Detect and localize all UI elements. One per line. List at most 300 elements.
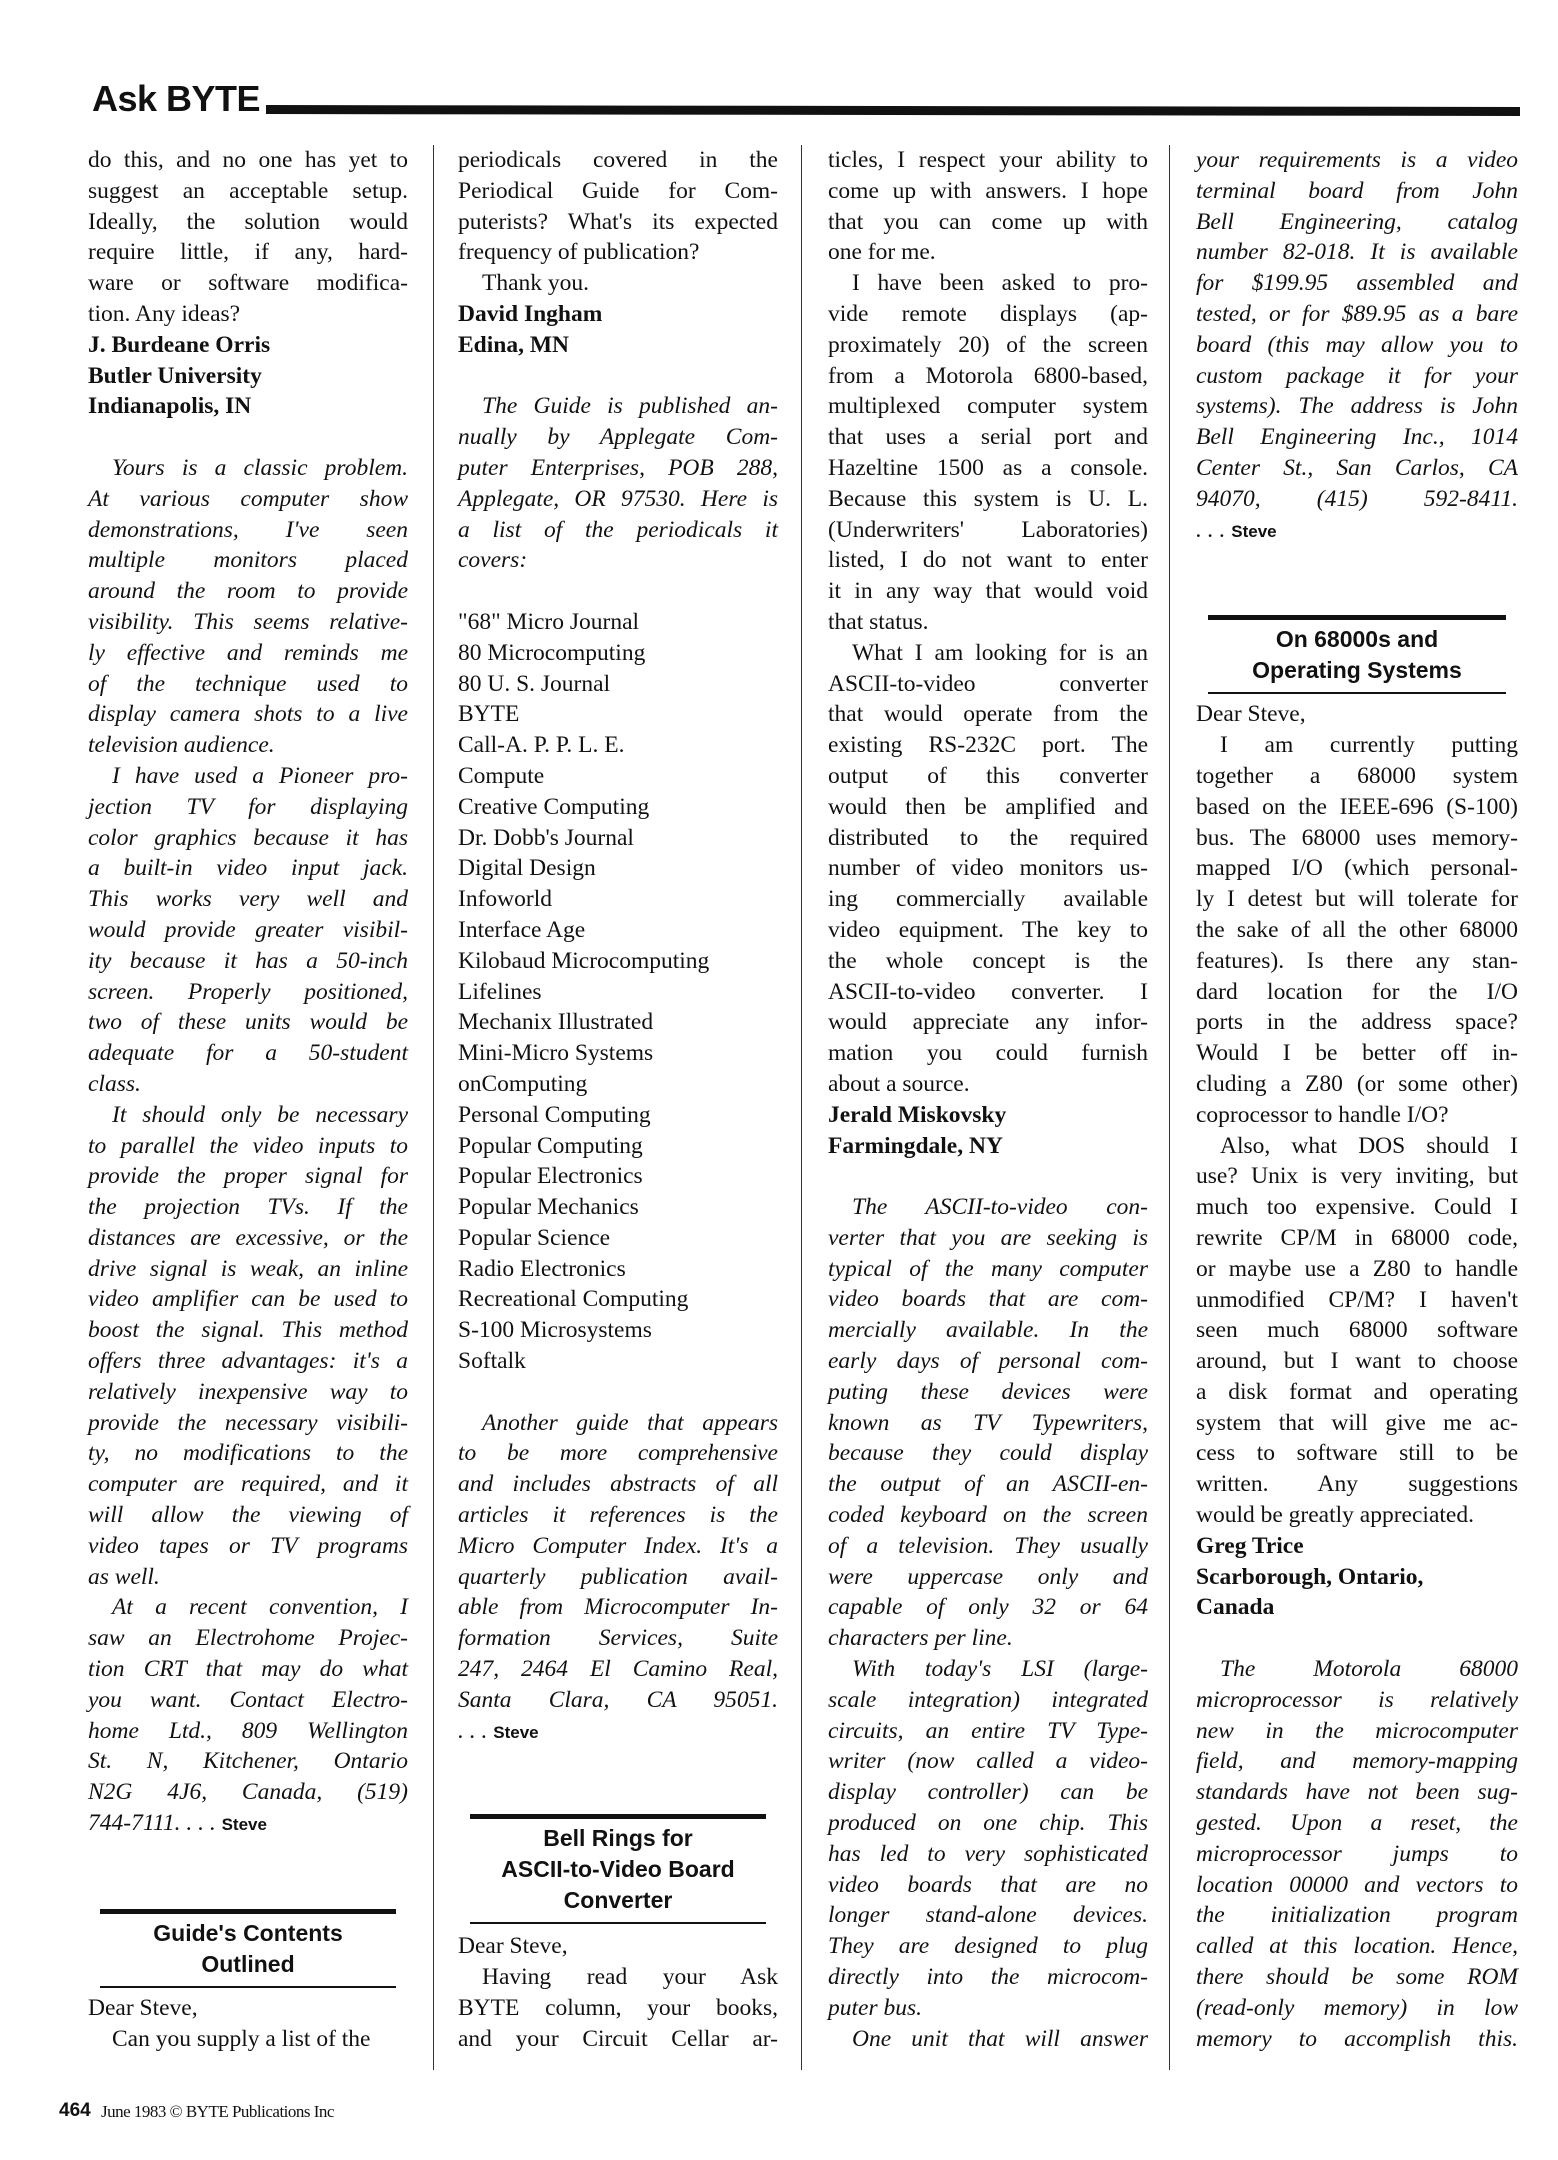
line-text: computer are required, and it [88, 1471, 408, 1498]
line-text: 80 Microcomputing [458, 639, 646, 666]
text-line [88, 1254, 408, 1285]
line-text: circuits, an entire TV Type- [828, 1717, 1148, 1744]
signature-block [88, 1993, 408, 2024]
text-line [88, 730, 408, 761]
text-line [828, 669, 1148, 700]
column-2 [458, 145, 778, 2054]
paragraph [88, 2024, 408, 2055]
section-heading [88, 1839, 408, 1993]
line-text: ity because it has a 50-inch [88, 947, 408, 974]
text-line [828, 1100, 1148, 1131]
line-text: video boards that are com- [828, 1286, 1148, 1313]
line-text: BYTE [458, 701, 520, 728]
text-line [828, 453, 1148, 484]
text-line [88, 1808, 408, 1839]
text-line [1196, 792, 1518, 823]
text-line [458, 207, 778, 238]
line-text: from a Motorola 6800-based, [828, 362, 1148, 389]
text-line [1196, 422, 1518, 453]
list-item [458, 699, 778, 730]
text-line [88, 330, 408, 361]
paragraph [458, 268, 778, 299]
line-text: Lifelines [458, 978, 542, 1005]
text-line [828, 1685, 1148, 1716]
text-line [88, 299, 408, 330]
list-item [458, 792, 778, 823]
line-text: They are designed to plug [828, 1933, 1148, 1960]
line-text: television audience. [88, 732, 275, 759]
line-text: drive signal is weak, an inline [88, 1255, 408, 1282]
heading-line: Converter [563, 1887, 673, 1914]
line-text: screen. Properly positioned, [88, 978, 408, 1005]
section-heading [458, 1746, 778, 1931]
line-text: will allow the viewing of [88, 1502, 408, 1529]
line-text: dard location for the I/O [1196, 978, 1518, 1005]
text-line [1196, 453, 1518, 484]
text-line [458, 453, 778, 484]
line-text: Greg Trice [1196, 1532, 1304, 1559]
text-line [458, 1408, 778, 1439]
line-text: Because this system is U. L. [828, 485, 1148, 512]
line-text: it in any way that would void [828, 578, 1148, 605]
line-text: would appreciate any infor- [828, 1009, 1148, 1036]
column-divider [1169, 145, 1170, 2070]
line-text: Another guide that appears [482, 1409, 778, 1436]
line-text: offers three advantages: it's a [88, 1348, 408, 1375]
text-line [828, 1962, 1148, 1993]
text-line [1196, 1469, 1518, 1500]
text-line [458, 1962, 778, 1993]
text-line [458, 1654, 778, 1685]
text-line [1196, 1623, 1518, 1654]
text-line [88, 237, 408, 268]
text-line [88, 1131, 408, 1162]
line-text: based on the IEEE-696 (S-100) [1196, 793, 1518, 820]
text-line [828, 1161, 1148, 1192]
list-item [458, 1131, 778, 1162]
column-divider [433, 145, 434, 2070]
text-line [88, 761, 408, 792]
line-text: . . . [1196, 516, 1232, 543]
text-line [88, 669, 408, 700]
text-line [828, 1654, 1148, 1685]
line-text: Radio Electronics [458, 1255, 626, 1282]
line-text: mapped I/O (which personal- [1196, 855, 1518, 882]
text-line [88, 607, 408, 638]
editor-signoff: Steve [221, 1815, 267, 1835]
signature-block [458, 299, 778, 361]
paragraph [1196, 145, 1518, 545]
text-line [458, 1623, 778, 1654]
column-1 [88, 145, 408, 2054]
list-item [458, 1161, 778, 1192]
heading-line: ASCII-to-Video Board [501, 1856, 735, 1883]
text-line [1196, 1100, 1518, 1131]
text-line [1196, 1777, 1518, 1808]
line-text: Also, what DOS should I [1220, 1132, 1518, 1159]
line-text: Can you supply a list of the [112, 2025, 371, 2052]
text-line [1196, 1562, 1518, 1593]
line-text: would be greatly appreciated. [1196, 1502, 1474, 1529]
line-text: Farmingdale, NY [828, 1132, 1003, 1159]
line-text: to be more comprehensive [458, 1440, 778, 1467]
line-text: I have used a Pioneer pro- [112, 762, 408, 789]
line-text: (read-only memory) in low [1196, 1994, 1518, 2021]
paragraph [1196, 730, 1518, 1130]
text-line [88, 915, 408, 946]
spacer [828, 1161, 1148, 1192]
line-text: a disk format and operating [1196, 1378, 1518, 1405]
text-line [88, 1315, 408, 1346]
line-text: relatively inexpensive way to [88, 1378, 408, 1405]
signature-block [1196, 699, 1518, 730]
text-line [88, 453, 408, 484]
line-text: The ASCII-to-video con- [852, 1194, 1148, 1221]
text-line [1196, 730, 1518, 761]
line-text: tested, or for $89.95 as a bare [1196, 300, 1518, 327]
line-text: ly effective and reminds me [88, 639, 408, 666]
line-text: ASCII-to-video converter. I [828, 978, 1148, 1005]
text-line [88, 422, 408, 453]
line-text: systems). The address is John [1196, 393, 1518, 420]
text-line [1196, 1746, 1518, 1777]
heading-box [470, 1814, 766, 1924]
line-text: there should be some ROM [1196, 1964, 1518, 1991]
text-line [1196, 1254, 1518, 1285]
text-line [1196, 1161, 1518, 1192]
text-line [1196, 330, 1518, 361]
line-text: Micro Computer Index. It's a [458, 1532, 778, 1559]
line-text: Dear Steve, [88, 1994, 198, 2021]
line-text: puter Enterprises, POB 288, [458, 454, 778, 481]
line-text: would then be amplified and [828, 793, 1148, 820]
line-text: field, and memory-mapping [1196, 1748, 1518, 1775]
line-text: Jerald Miskovsky [828, 1101, 1007, 1128]
line-text: produced on one chip. This [828, 1810, 1148, 1837]
line-text: It should only be necessary [112, 1101, 408, 1128]
text-line [1196, 1870, 1518, 1901]
text-line [828, 1931, 1148, 1962]
text-line [828, 237, 1148, 268]
text-line [88, 207, 408, 238]
text-line [828, 1777, 1148, 1808]
heading-line: Operating Systems [1252, 657, 1462, 684]
line-text: video boards that are no [828, 1871, 1148, 1898]
line-text: provide the proper signal for [88, 1163, 408, 1190]
line-text: Personal Computing [458, 1101, 651, 1128]
text-line [458, 1438, 778, 1469]
line-text: Scarborough, Ontario, [1196, 1563, 1424, 1590]
text-line [828, 1315, 1148, 1346]
text-line [828, 1254, 1148, 1285]
spacer [458, 1377, 778, 1408]
text-line [458, 1562, 778, 1593]
text-line [1196, 1654, 1518, 1685]
text-line [828, 823, 1148, 854]
line-text: Bell Engineering, catalog [1196, 208, 1518, 235]
line-text: Canada [1196, 1594, 1275, 1621]
text-line [1196, 1438, 1518, 1469]
text-line [1196, 1716, 1518, 1747]
paragraph [88, 145, 408, 330]
text-line [828, 946, 1148, 977]
line-text: puterists? What's its expected [458, 208, 778, 235]
text-line [828, 1069, 1148, 1100]
line-text: jection TV for displaying [88, 793, 408, 820]
text-line [828, 1346, 1148, 1377]
list-item [458, 638, 778, 669]
line-text: N2G 4J6, Canada, (519) [88, 1779, 408, 1806]
text-line [88, 2024, 408, 2055]
text-line [458, 515, 778, 546]
list-item [458, 823, 778, 854]
text-line [88, 268, 408, 299]
line-text: covers: [458, 547, 528, 574]
text-line [828, 299, 1148, 330]
line-text: coded keyboard on the screen [828, 1502, 1148, 1529]
column-3 [828, 145, 1148, 2054]
list-item [458, 1100, 778, 1131]
text-line [1196, 1346, 1518, 1377]
text-line [828, 361, 1148, 392]
list-item [458, 1038, 778, 1069]
line-text: Popular Science [458, 1224, 611, 1251]
text-line [458, 330, 778, 361]
text-line [828, 268, 1148, 299]
text-line [458, 391, 778, 422]
line-text: the projection TVs. If the [88, 1194, 408, 1221]
text-line [458, 1931, 778, 1962]
text-line [828, 1469, 1148, 1500]
signature-block [1196, 1531, 1518, 1623]
line-text: a list of the periodicals it [458, 516, 778, 543]
text-line [1196, 977, 1518, 1008]
line-text: ly I detest but will tolerate for [1196, 886, 1518, 913]
signature-block [828, 1100, 1148, 1162]
line-text: Center St., San Carlos, CA [1196, 454, 1518, 481]
line-text: display controller) can be [828, 1779, 1148, 1806]
text-line [458, 422, 778, 453]
list-item [458, 1315, 778, 1346]
text-line [828, 2024, 1148, 2055]
text-line [1196, 1685, 1518, 1716]
paragraph [828, 638, 1148, 1100]
list-item [458, 761, 778, 792]
line-text: Santa Clara, CA 95051. [458, 1686, 778, 1713]
text-line [88, 1746, 408, 1777]
text-line [828, 1808, 1148, 1839]
line-text: Mini-Micro Systems [458, 1040, 654, 1067]
text-line [828, 1223, 1148, 1254]
text-line [828, 207, 1148, 238]
line-text: Yours is a classic problem. [112, 454, 408, 481]
text-line [88, 1562, 408, 1593]
line-text: Having read your Ask [482, 1964, 778, 1991]
line-text: require little, if any, hard- [88, 239, 408, 266]
text-line [458, 1377, 778, 1408]
text-line [828, 1562, 1148, 1593]
line-text: "68" Micro Journal [458, 608, 640, 635]
line-text: nually by Applegate Com- [458, 424, 778, 451]
paragraph [828, 268, 1148, 638]
text-line [88, 1592, 408, 1623]
text-line [828, 853, 1148, 884]
text-line [458, 484, 778, 515]
signature-block [88, 330, 408, 422]
text-line [88, 1993, 408, 2024]
text-line [88, 946, 408, 977]
paragraph [828, 1192, 1148, 1654]
list-item [458, 1254, 778, 1285]
line-text: Edina, MN [458, 331, 569, 358]
line-text: gested. Upon a reset, the [1196, 1810, 1518, 1837]
text-line [1196, 207, 1518, 238]
line-text: Hazeltine 1500 as a console. [828, 454, 1148, 481]
line-text: directly into the microcom- [828, 1964, 1148, 1991]
line-text: Dr. Dobb's Journal [458, 824, 634, 851]
text-line [1196, 946, 1518, 977]
text-line [828, 1192, 1148, 1223]
line-text: use? Unix is very inviting, but [1196, 1163, 1518, 1190]
text-line [458, 361, 778, 392]
line-text: 94070, (415) 592-8411. [1196, 485, 1518, 512]
line-text: proximately 20) of the screen [828, 331, 1148, 358]
line-text: written. Any suggestions [1196, 1471, 1518, 1498]
list-item [458, 1223, 778, 1254]
text-line [458, 1716, 778, 1747]
paragraph [458, 1408, 778, 1747]
text-line [458, 176, 778, 207]
line-text: 80 U. S. Journal [458, 670, 611, 697]
line-text: terminal board from John [1196, 177, 1518, 204]
text-line [1196, 515, 1518, 546]
line-text: Recreational Computing [458, 1286, 689, 1313]
line-text: adequate for a 50-student [88, 1040, 408, 1067]
text-line [828, 145, 1148, 176]
text-line [828, 1746, 1148, 1777]
text-line [1196, 1223, 1518, 1254]
text-line [1196, 1839, 1518, 1870]
line-text: of a television. They usually [828, 1532, 1148, 1559]
text-line [828, 1007, 1148, 1038]
line-text: ports in the address space? [1196, 1009, 1518, 1036]
text-line [828, 792, 1148, 823]
line-text: formation Services, Suite [458, 1625, 778, 1652]
line-text: 744-7111. . . . [88, 1810, 222, 1837]
text-line [88, 1192, 408, 1223]
text-line [88, 1038, 408, 1069]
line-text: Dear Steve, [1196, 701, 1306, 728]
text-line [828, 761, 1148, 792]
line-text: quarterly publication avail- [458, 1563, 778, 1590]
line-text: the whole concept is the [828, 947, 1148, 974]
line-text: frequency of publication? [458, 239, 700, 266]
paragraph [458, 145, 778, 268]
text-line [88, 1284, 408, 1315]
text-line [1196, 761, 1518, 792]
text-line [828, 915, 1148, 946]
text-line [458, 576, 778, 607]
line-text: verter that you are seeking is [828, 1224, 1148, 1251]
line-text: What I am looking for is an [852, 639, 1148, 666]
text-line [1196, 1531, 1518, 1562]
line-text: features). Is there any stan- [1196, 947, 1518, 974]
text-line [828, 515, 1148, 546]
text-line [1196, 1592, 1518, 1623]
text-line [88, 1685, 408, 1716]
text-line [88, 853, 408, 884]
line-text: Thank you. [482, 270, 590, 297]
line-text: video tapes or TV programs [88, 1532, 408, 1559]
text-line [458, 1531, 778, 1562]
line-text: At a recent convention, I [112, 1594, 408, 1621]
text-line [828, 638, 1148, 669]
text-line [1196, 1007, 1518, 1038]
text-line [88, 1161, 408, 1192]
text-line [1196, 823, 1518, 854]
line-text: One unit that will answer [852, 2025, 1148, 2052]
line-text: that you can come up with [828, 208, 1148, 235]
line-text: much too expensive. Could I [1196, 1194, 1518, 1221]
text-line [828, 1870, 1148, 1901]
text-line [828, 607, 1148, 638]
text-line [1196, 1408, 1518, 1439]
line-text: one for me. [828, 239, 936, 266]
line-text: Kilobaud Microcomputing [458, 947, 710, 974]
text-line [1196, 1962, 1518, 1993]
line-text: or maybe use a Z80 to handle [1196, 1255, 1518, 1282]
line-text: Creative Computing [458, 793, 650, 820]
line-text: color graphics because it has [88, 824, 408, 851]
text-line [1196, 237, 1518, 268]
paragraph [1196, 1654, 1518, 2054]
line-text: microprocessor is relatively [1196, 1686, 1518, 1713]
text-line [88, 977, 408, 1008]
line-text: do this, and no one has yet to [88, 147, 408, 173]
line-text: demonstrations, I've seen [88, 516, 408, 543]
text-line [88, 823, 408, 854]
text-line [88, 1377, 408, 1408]
list-item [458, 853, 778, 884]
text-line [88, 391, 408, 422]
text-line [1196, 1192, 1518, 1223]
heading-line: Bell Rings for [543, 1825, 693, 1852]
line-text: At various computer show [88, 485, 408, 512]
text-line [828, 391, 1148, 422]
list-item [458, 915, 778, 946]
heading-line: Outlined [201, 1950, 295, 1977]
heading-box [100, 1909, 396, 1988]
line-text: coprocessor to handle I/O? [1196, 1101, 1449, 1128]
signature-block [458, 1931, 778, 1962]
line-text: (Underwriters' Laboratories) [828, 516, 1148, 543]
section-title: Ask BYTE [92, 78, 261, 119]
line-text: mercially available. In the [828, 1317, 1148, 1344]
spacer [88, 422, 408, 453]
text-line [1196, 699, 1518, 730]
text-line [828, 1284, 1148, 1315]
text-line [828, 1131, 1148, 1162]
line-text: around the room to provide [88, 578, 408, 605]
spacer [1196, 1623, 1518, 1654]
text-line [88, 792, 408, 823]
editor-signoff: Steve [1231, 521, 1277, 541]
line-text: home Ltd., 809 Wellington [88, 1717, 408, 1744]
text-line [88, 1469, 408, 1500]
line-text: tion. Any ideas? [88, 300, 241, 327]
text-line [828, 1993, 1148, 2024]
line-text: new in the microcomputer [1196, 1717, 1518, 1744]
